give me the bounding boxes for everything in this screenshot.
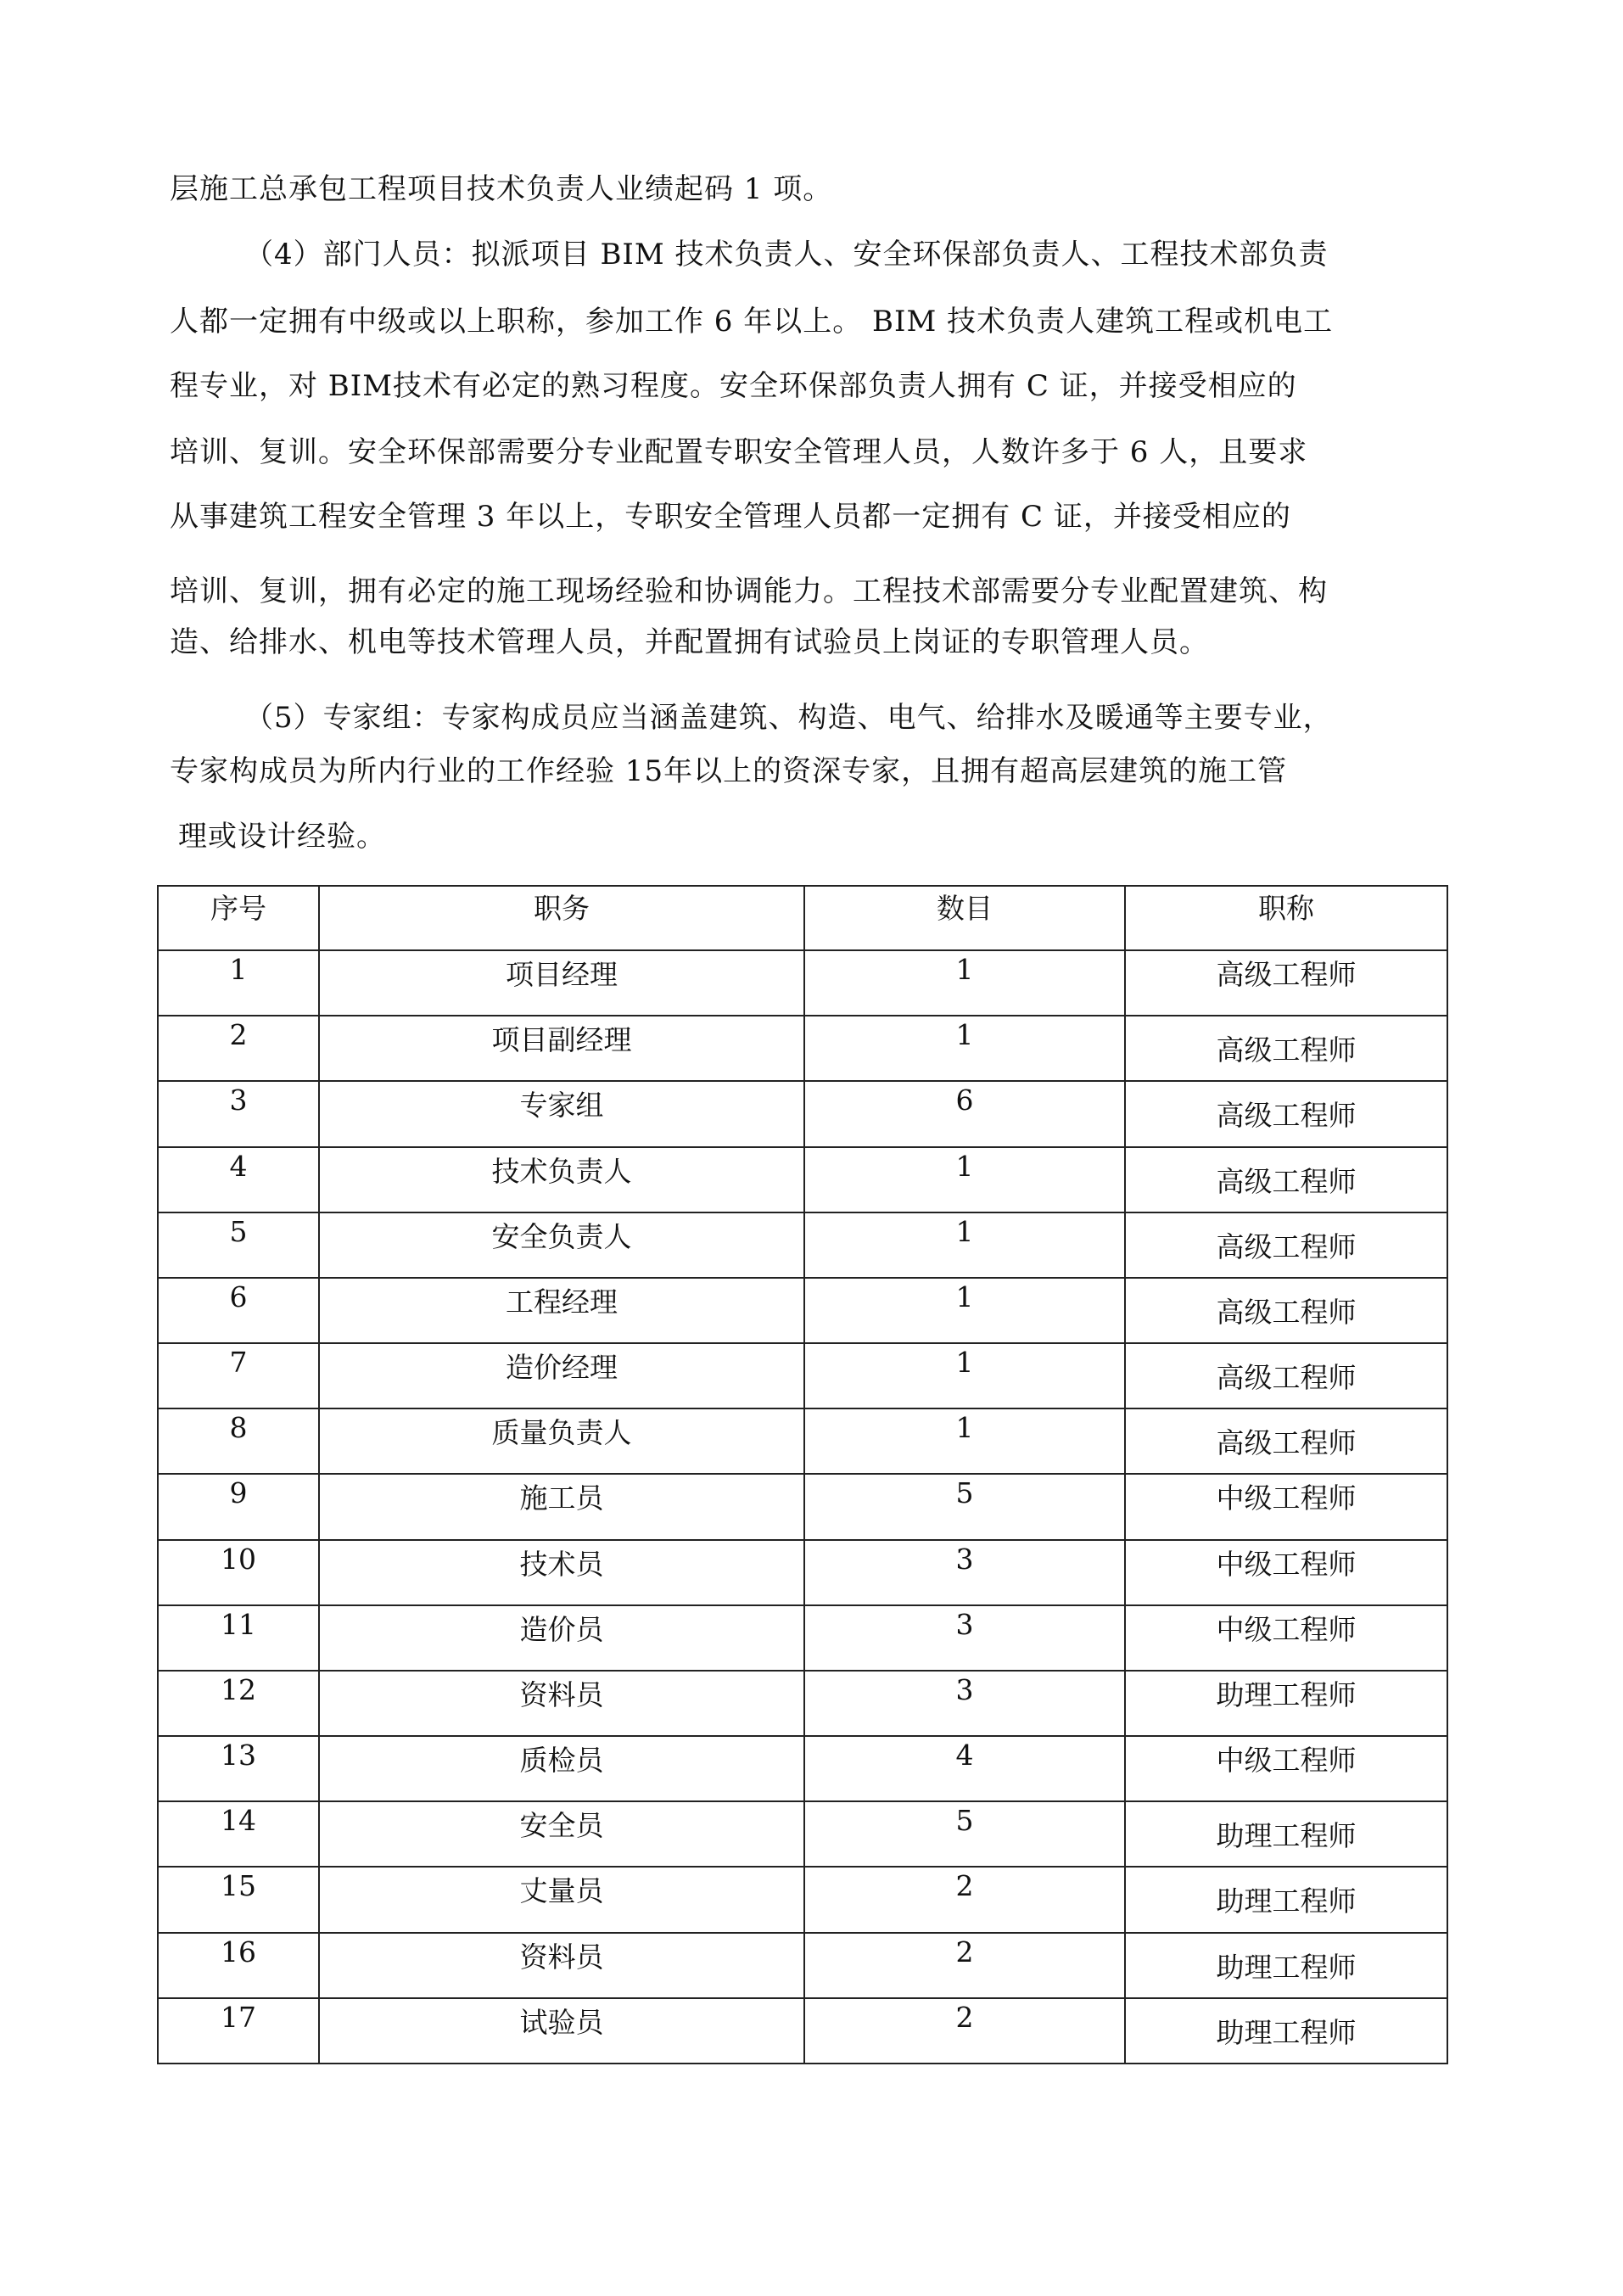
text-line: 培训、复训。安全环保部需要分专业配置专职安全管理人员，人数许多于 6 人，且要求: [170, 435, 1308, 469]
table-row: [158, 1408, 1447, 1474]
cell-title: 高级工程师: [1125, 1147, 1447, 1212]
table-row: [158, 1278, 1447, 1343]
cell-title: 高级工程师: [1125, 1212, 1447, 1278]
table-row: [158, 1605, 1447, 1671]
table-row: [158, 1867, 1447, 1932]
cell-index: 14: [158, 1801, 319, 1867]
table-row: [158, 950, 1447, 1016]
cell-index: 8: [158, 1408, 319, 1474]
text-line: 培训、复训，拥有必定的施工现场经验和协调能力。工程技术部需要分专业配置建筑、构: [170, 574, 1328, 608]
cell-title: 中级工程师: [1125, 1474, 1447, 1539]
header-count: 数目: [804, 886, 1125, 950]
text-line: （4）部门人员：拟派项目 BIM 技术负责人、安全环保部负责人、工程技术部负责: [244, 238, 1329, 272]
header-position: 职务: [319, 886, 804, 950]
cell-index: 15: [158, 1867, 319, 1932]
text-line: 人都一定拥有中级或以上职称，参加工作 6 年以上。 BIM 技术负责人建筑工程或机电工: [170, 305, 1334, 339]
cell-count: 1: [804, 1147, 1125, 1212]
table-row: [158, 1474, 1447, 1539]
table-row: [158, 1933, 1447, 1998]
cell-position: 质检员: [319, 1736, 804, 1801]
table-row: [158, 1212, 1447, 1278]
cell-title: 高级工程师: [1125, 1016, 1447, 1081]
cell-count: 2: [804, 1933, 1125, 1998]
cell-index: 17: [158, 1998, 319, 2064]
cell-index: 6: [158, 1278, 319, 1343]
cell-count: 2: [804, 1998, 1125, 2064]
cell-index: 3: [158, 1081, 319, 1146]
cell-count: 1: [804, 1408, 1125, 1474]
text-line: （5）专家组：专家构成员应当涵盖建筑、构造、电气、给排水及暖通等主要专业，: [244, 701, 1333, 735]
cell-title: 助理工程师: [1125, 1998, 1447, 2064]
cell-title: 助理工程师: [1125, 1933, 1447, 1998]
text-line: 层施工总承包工程项目技术负责人业绩起码 1 项。: [170, 172, 833, 206]
cell-count: 1: [804, 1212, 1125, 1278]
cell-index: 5: [158, 1212, 319, 1278]
cell-position: 资料员: [319, 1671, 804, 1736]
cell-title: 高级工程师: [1125, 1408, 1447, 1474]
cell-index: 1: [158, 950, 319, 1016]
header-title: 职称: [1125, 886, 1447, 950]
text-line: 从事建筑工程安全管理 3 年以上，专职安全管理人员都一定拥有 C 证，并接受相应的: [170, 500, 1291, 534]
cell-position: 技术负责人: [319, 1147, 804, 1212]
cell-count: 4: [804, 1736, 1125, 1801]
cell-position: 资料员: [319, 1933, 804, 1998]
cell-title: 助理工程师: [1125, 1867, 1447, 1932]
table-row: [158, 1998, 1447, 2064]
cell-index: 7: [158, 1343, 319, 1408]
cell-title: 高级工程师: [1125, 950, 1447, 1016]
cell-count: 1: [804, 1343, 1125, 1408]
cell-index: 4: [158, 1147, 319, 1212]
cell-count: 3: [804, 1540, 1125, 1605]
cell-position: 质量负责人: [319, 1408, 804, 1474]
cell-title: 中级工程师: [1125, 1605, 1447, 1671]
cell-index: 2: [158, 1016, 319, 1081]
table-row: [158, 1343, 1447, 1408]
text-line: 造、给排水、机电等技术管理人员，并配置拥有试验员上岗证的专职管理人员。: [170, 625, 1209, 659]
cell-title: 高级工程师: [1125, 1278, 1447, 1343]
cell-position: 丈量员: [319, 1867, 804, 1932]
text-line: 程专业，对 BIM技术有必定的熟习程度。安全环保部负责人拥有 C 证，并接受相应的: [170, 369, 1297, 403]
cell-index: 11: [158, 1605, 319, 1671]
table-row: [158, 1736, 1447, 1801]
cell-count: 1: [804, 1016, 1125, 1081]
cell-position: 造价员: [319, 1605, 804, 1671]
cell-count: 2: [804, 1867, 1125, 1932]
cell-count: 5: [804, 1801, 1125, 1867]
cell-title: 中级工程师: [1125, 1540, 1447, 1605]
cell-count: 1: [804, 1278, 1125, 1343]
cell-position: 技术员: [319, 1540, 804, 1605]
cell-index: 16: [158, 1933, 319, 1998]
cell-position: 项目经理: [319, 950, 804, 1016]
cell-count: 5: [804, 1474, 1125, 1539]
table-row: [158, 1147, 1447, 1212]
cell-count: 3: [804, 1605, 1125, 1671]
cell-count: 3: [804, 1671, 1125, 1736]
table-row: [158, 1540, 1447, 1605]
cell-position: 项目副经理: [319, 1016, 804, 1081]
header-index: 序号: [158, 886, 319, 950]
cell-count: 6: [804, 1081, 1125, 1146]
cell-title: 中级工程师: [1125, 1736, 1447, 1801]
text-line: 理或设计经验。: [178, 820, 386, 854]
cell-position: 施工员: [319, 1474, 804, 1539]
cell-index: 10: [158, 1540, 319, 1605]
table-row: [158, 1671, 1447, 1736]
cell-index: 9: [158, 1474, 319, 1539]
cell-position: 安全负责人: [319, 1212, 804, 1278]
cell-position: 造价经理: [319, 1343, 804, 1408]
cell-index: 12: [158, 1671, 319, 1736]
table-row: [158, 1016, 1447, 1081]
table-row: [158, 1801, 1447, 1867]
cell-position: 试验员: [319, 1998, 804, 2064]
cell-title: 高级工程师: [1125, 1343, 1447, 1408]
table-row: [158, 1081, 1447, 1146]
text-line: 专家构成员为所内行业的工作经验 15年以上的资深专家，且拥有超高层建筑的施工管: [170, 754, 1288, 788]
cell-position: 专家组: [319, 1081, 804, 1146]
cell-title: 高级工程师: [1125, 1081, 1447, 1146]
cell-index: 13: [158, 1736, 319, 1801]
cell-title: 助理工程师: [1125, 1801, 1447, 1867]
cell-position: 工程经理: [319, 1278, 804, 1343]
cell-count: 1: [804, 950, 1125, 1016]
table-header-row: [158, 886, 1447, 950]
staff-table: [157, 885, 1448, 2064]
cell-title: 助理工程师: [1125, 1671, 1447, 1736]
cell-position: 安全员: [319, 1801, 804, 1867]
